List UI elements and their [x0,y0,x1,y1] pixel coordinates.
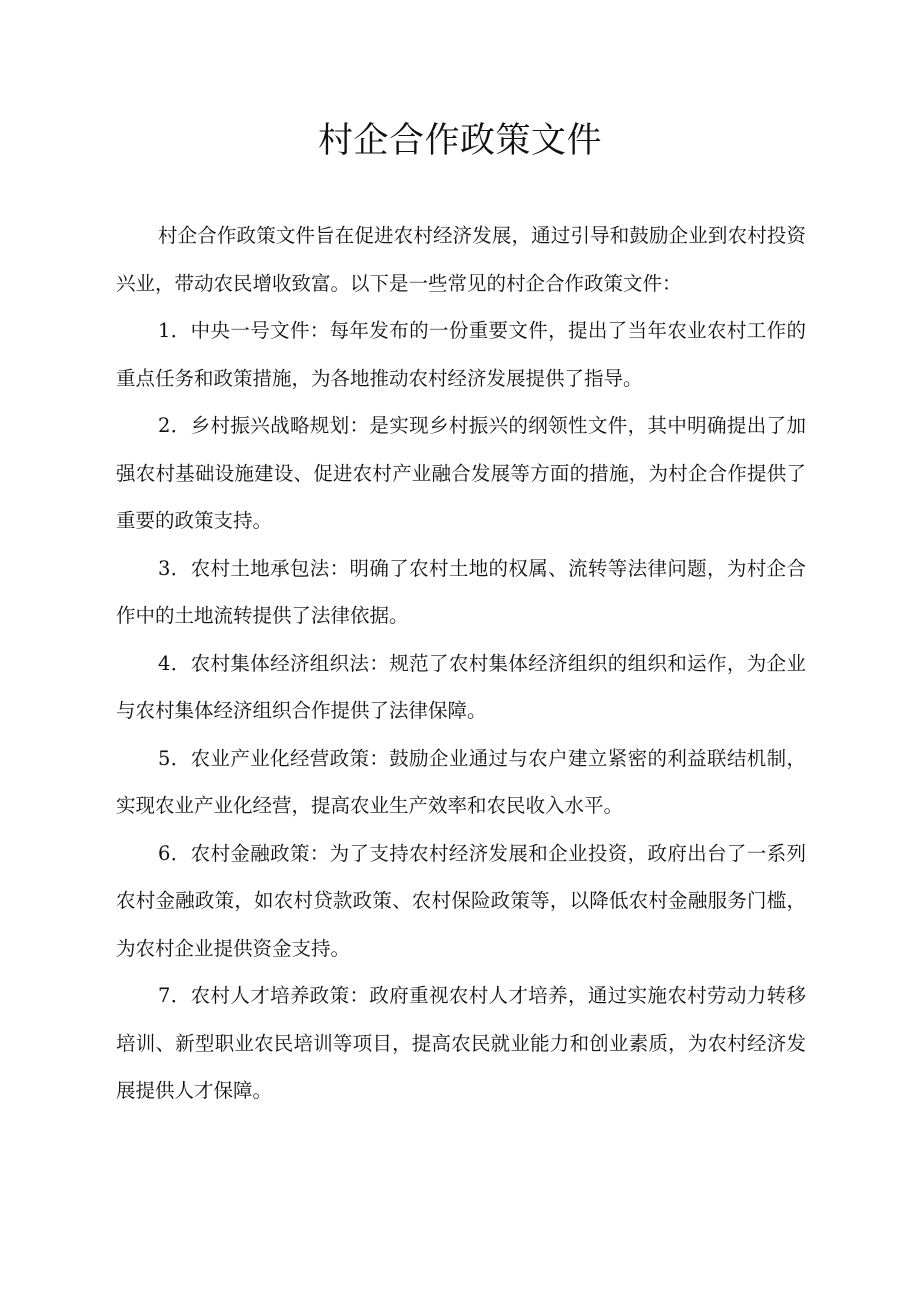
policy-item-1: 1．中央一号文件：每年发布的一份重要文件，提出了当年农业农村工作的重点任务和政策措施，为各地推动农村经济发展提供了指导。 [116,319,806,390]
policy-item-4: 4．农村集体经济组织法：规范了农村集体经济组织的组织和运作，为企业与农村集体经济组织合作提供了法律保障。 [116,651,806,722]
policy-item-5: 5．农业产业化经营政策：鼓励企业通过与农户建立紧密的利益联结机制，实现农业产业化经营，提高农业生产效率和农民收入水平。 [116,746,806,817]
policy-item-3: 3．农村土地承包法：明确了农村土地的权属、流转等法律问题，为村企合作中的土地流转提供了法律依据。 [116,556,806,627]
policy-item-7: 7．农村人才培养政策：政府重视农村人才培养，通过实施农村劳动力转移培训、新型职业农民培训等项目，提高农民就业能力和创业素质，为农村经济发展提供人才保障。 [116,984,806,1102]
document-body [116,212,806,1115]
policy-item-6: 6．农村金融政策：为了支持农村经济发展和企业投资，政府出台了一系列农村金融政策，如农村贷款政策、农村保险政策等，以降低农村金融服务门槛，为农村企业提供资金支持。 [116,841,806,960]
intro-paragraph: 村企合作政策文件旨在促进农村经济发展，通过引导和鼓励企业到农村投资兴业，带动农民增收致富。以下是一些常见的村企合作政策文件： [116,224,806,295]
document-title: 村企合作政策文件 [317,121,602,161]
policy-item-2: 2．乡村振兴战略规划：是实现乡村振兴的纲领性文件，其中明确提出了加强农村基础设施建设、促进农村产业融合发展等方面的措施，为村企合作提供了重要的政策支持。 [116,414,806,532]
